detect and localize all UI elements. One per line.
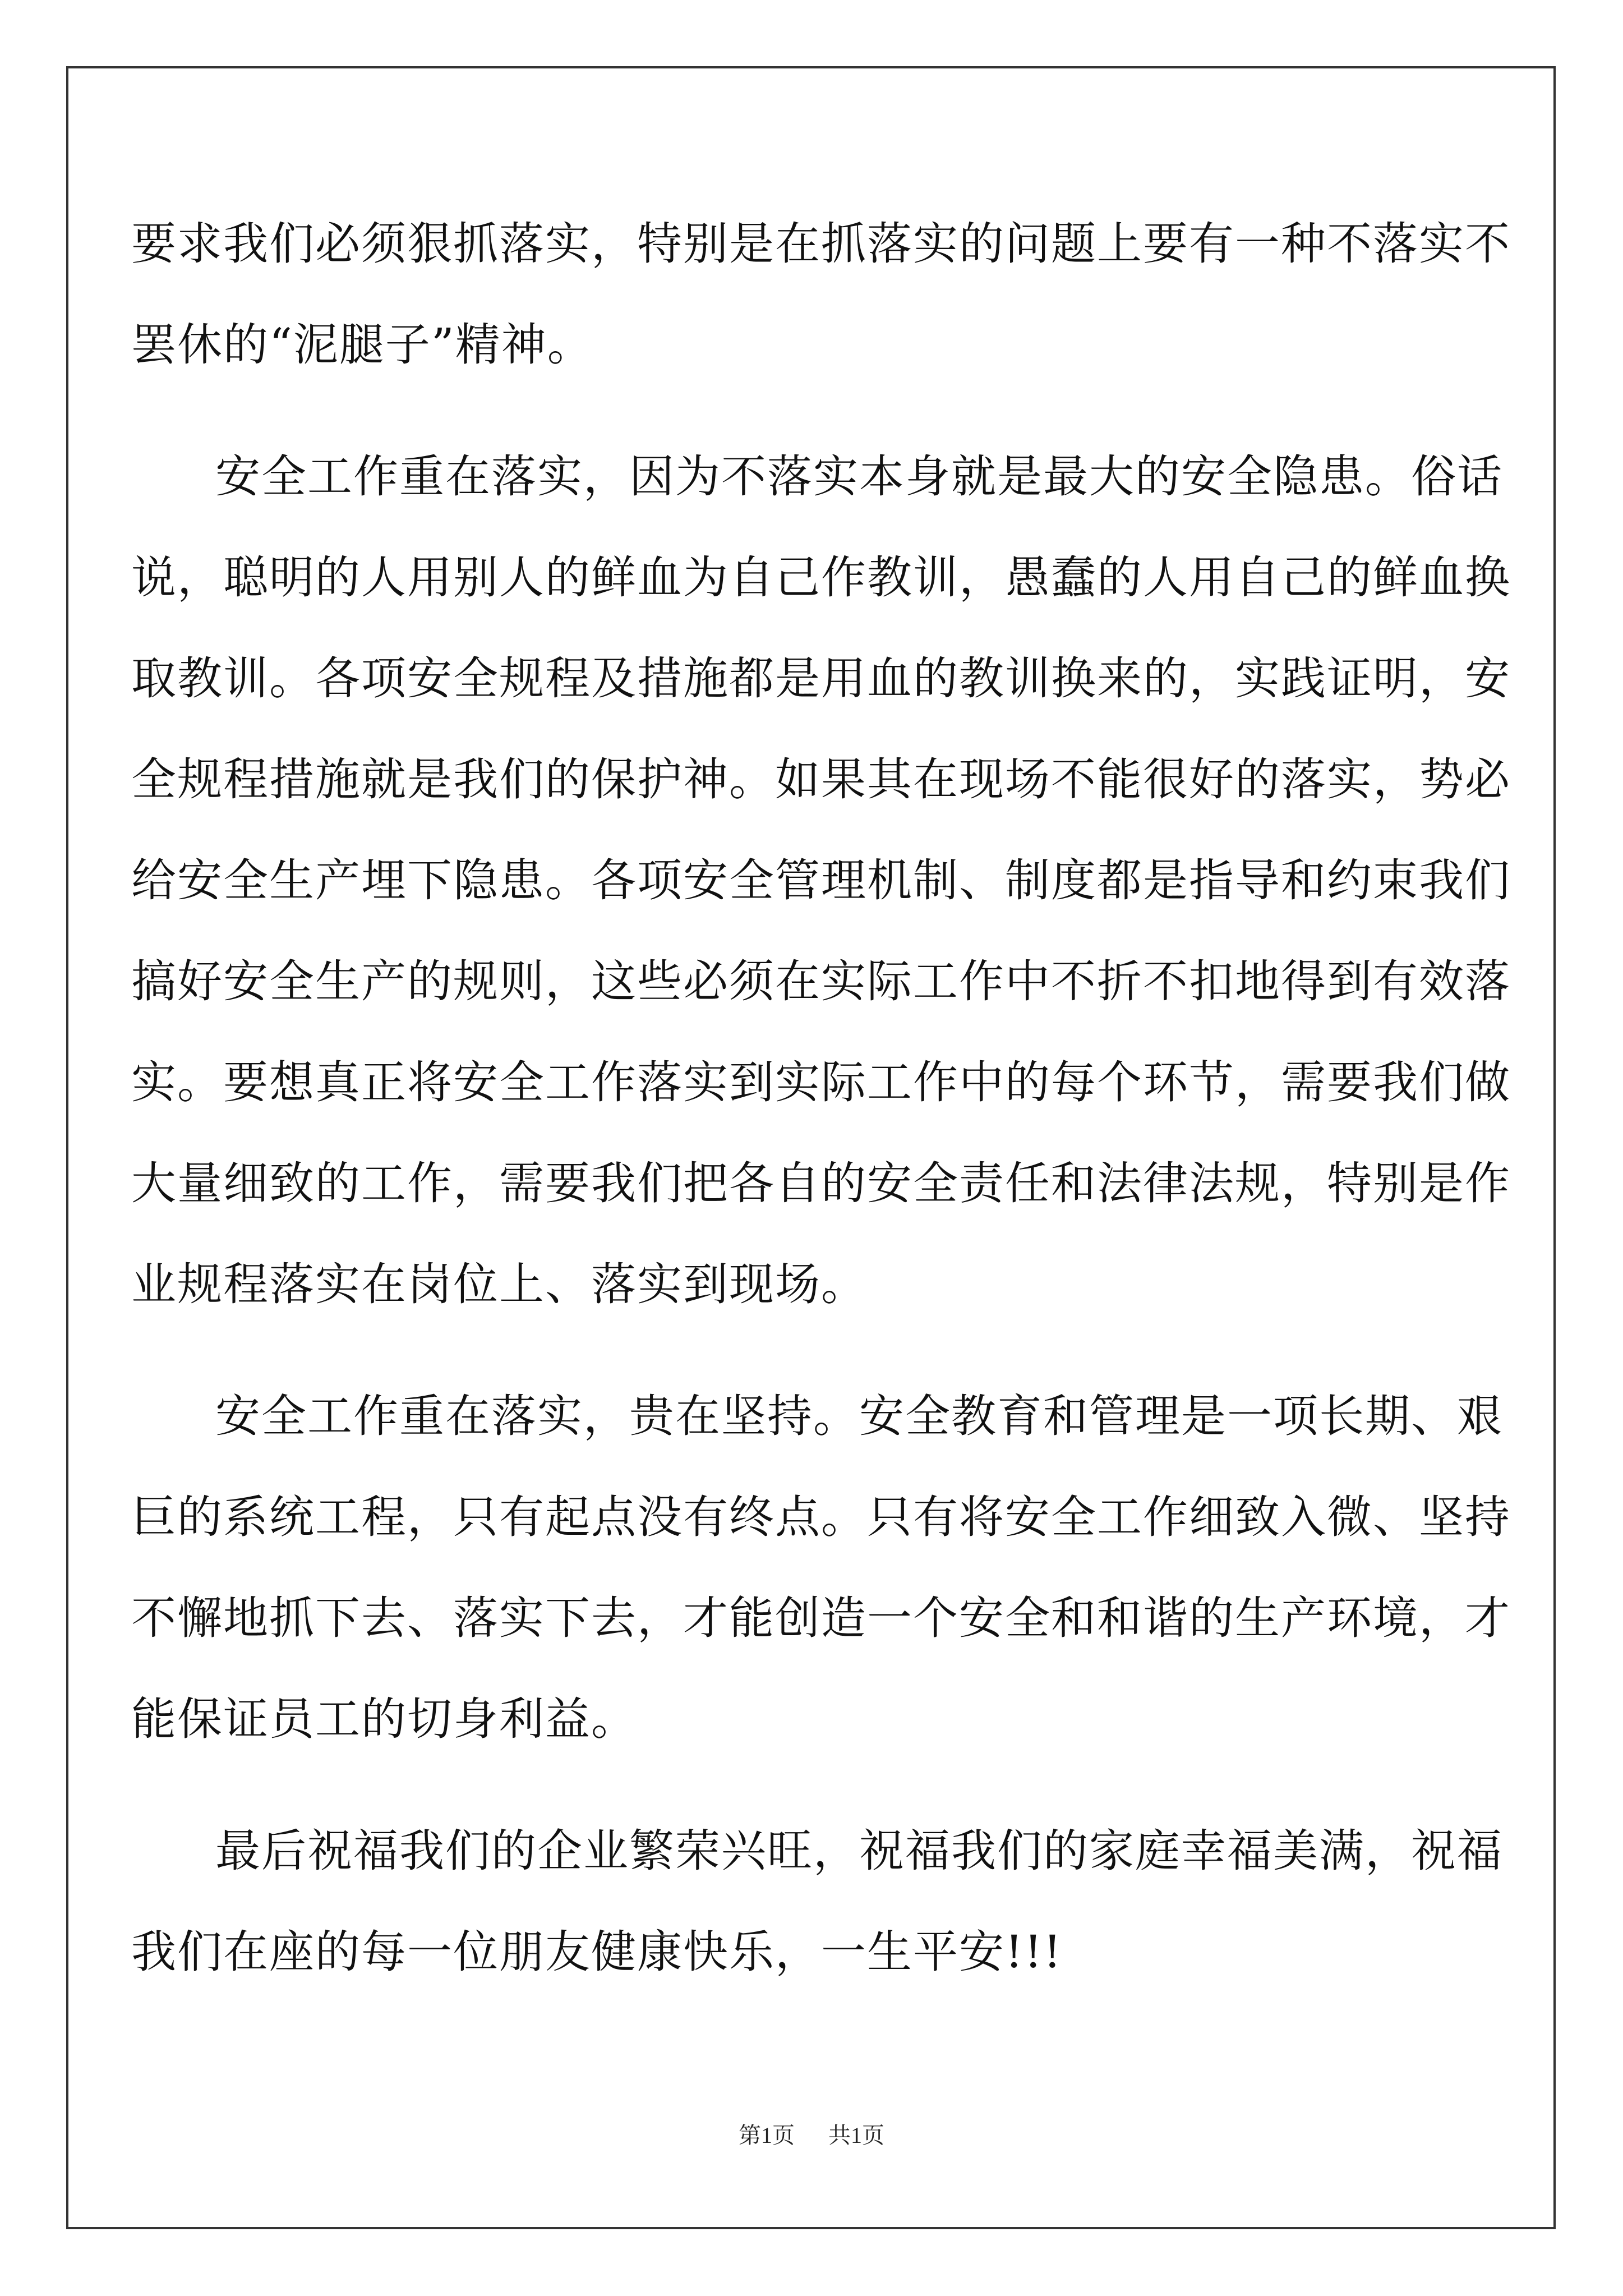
paragraph-line: 安全工作重在落实，因为不落实本身就是最大的安全隐患。俗话 [215,450,1503,503]
paragraph-line: 全规程措施就是我们的保护神。如果其在现场不能很好的落实，势必 [131,753,1511,806]
paragraph-2 [131,426,1511,1335]
paragraph-4 [131,1801,1503,2003]
page-number-total: 共1页 [828,2123,884,2148]
paragraph-line: 能保证员工的切身利益。 [131,1693,637,1745]
paragraph-line: 我们在座的每一位朋友健康快乐，一生平安!!! [131,1926,1063,1978]
paragraph-line: 大量细致的工作，需要我们把各自的安全责任和法律法规，特别是作 [131,1157,1511,1209]
paragraph-3 [131,1366,1511,1770]
paragraph-line: 不懈地抓下去、落实下去，才能创造一个安全和和谐的生产环境，才 [131,1592,1511,1644]
paragraph-1 [131,194,1511,395]
page-footer [0,2119,1623,2152]
paragraph-line: 罢休的“泥腿子”精神。 [131,319,593,371]
paragraph-line: 巨的系统工程，只有起点没有终点。只有将安全工作细致入微、坚持 [131,1491,1511,1543]
document-body [131,194,1511,2003]
paragraph-line: 取教训。各项安全规程及措施都是用血的教训换来的，实践证明，安 [131,652,1511,705]
paragraph-line: 实。要想真正将安全工作落实到实际工作中的每个环节，需要我们做 [131,1056,1511,1108]
page-number-current: 第1页 [739,2123,795,2148]
paragraph-line: 要求我们必须狠抓落实，特别是在抓落实的问题上要有一种不落实不 [131,218,1511,270]
paragraph-line: 给安全生产埋下隐患。各项安全管理机制、制度都是指导和约束我们 [131,854,1511,907]
paragraph-line: 业规程落实在岗位上、落实到现场。 [131,1258,867,1310]
paragraph-line: 最后祝福我们的企业繁荣兴旺，祝福我们的家庭幸福美满，祝福 [215,1825,1503,1877]
paragraph-line: 安全工作重在落实，贵在坚持。安全教育和管理是一项长期、艰 [215,1390,1503,1442]
paragraph-line: 搞好安全生产的规则，这些必须在实际工作中不折不扣地得到有效落 [131,955,1511,1007]
paragraph-line: 说，聪明的人用别人的鲜血为自己作教训，愚蠢的人用自己的鲜血换 [131,551,1511,604]
